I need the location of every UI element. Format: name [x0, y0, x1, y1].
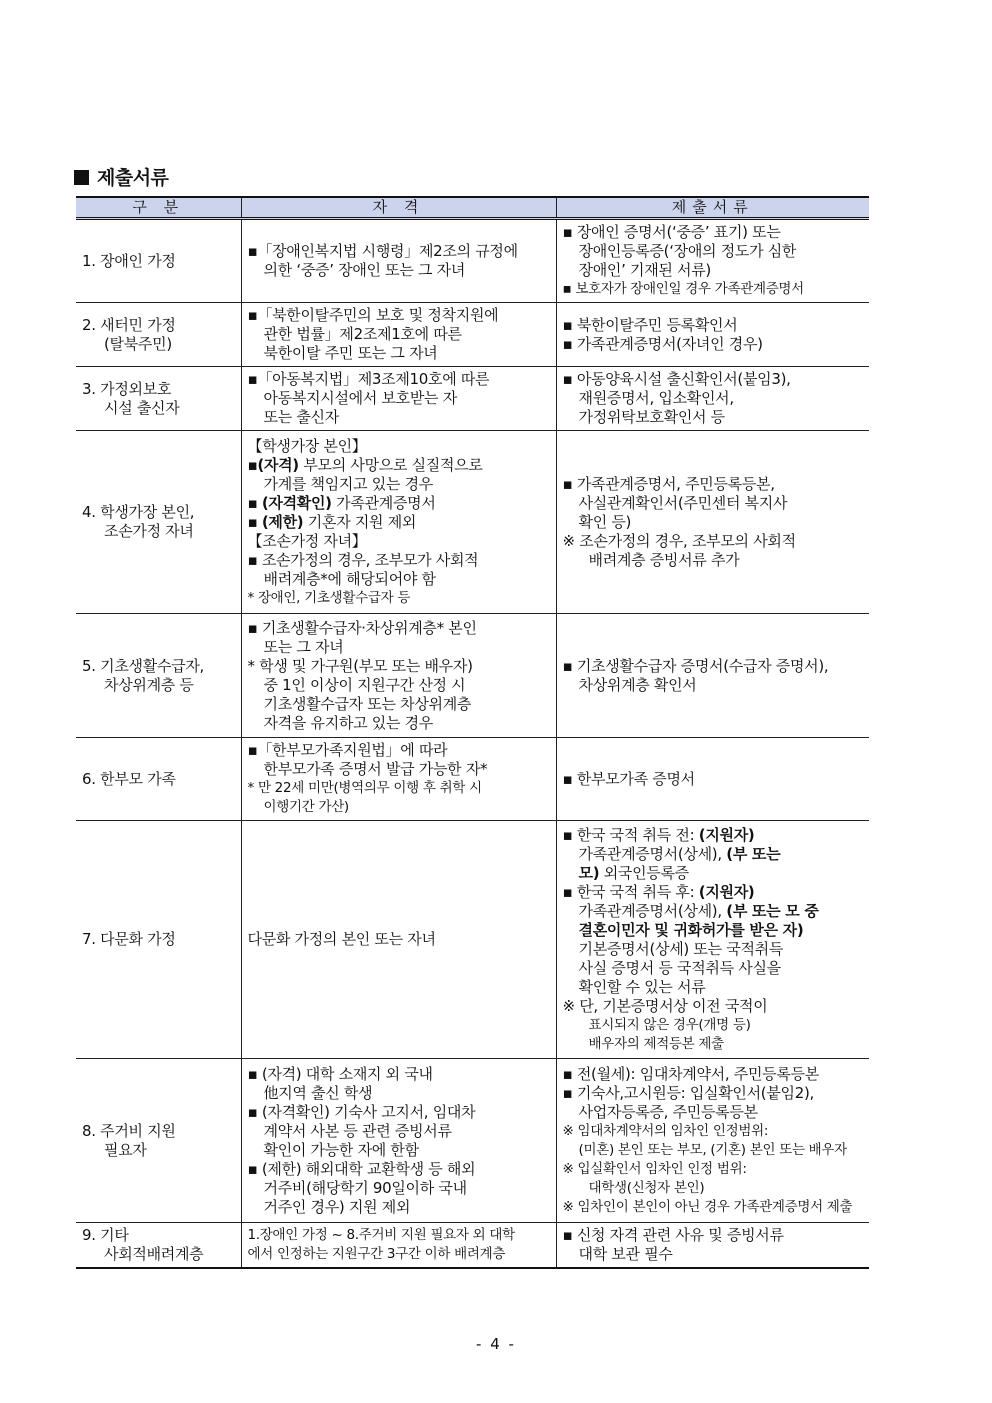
row-category: 4. 학생가장 본인, 조손가정 자녀	[76, 431, 241, 614]
row-category: 7. 다문화 가정	[76, 821, 241, 1059]
section-title-text: 제출서류	[97, 167, 169, 189]
square-bullet-icon	[74, 170, 89, 185]
row-qualification: 【학생가장 본인】 ▪(자격) 부모의 사망으로 실질적으로 가계를 책임지고 있는 경우 ▪ (자격확인) 가족관계증명서 ▪ (제한) 기혼자 지원 제외 【조손가정 자녀】 ▪ 조손가정의 경우, 조부모가 사회적 배려계층*에 해당되어야 함 * 장애인, 기초생활수급자 등	[241, 431, 556, 614]
table-row	[76, 219, 869, 303]
row-documents: ▪ 한국 국적 취득 전: (지원자) 가족관계증명서(상세), (부 또는 모) 외국인등록증 ▪ 한국 국적 취득 후: (지원자) 가족관계증명서(상세), (부 또는 모 중 결혼이민자 및 귀화허가를 받은 자) 기본증명서(상세) 또는 국적취득 사실 증명서 등 국적취득 사실을 확인할 수 있는 서류 ※ 단, 기본증명서상 이전 국적이 표시되지 않은 경우(개명 등) 배우자의 제적등본 제출	[556, 821, 869, 1059]
row-category: 3. 가정외보호 시설 출신자	[76, 367, 241, 431]
row-documents: ▪ 아동양육시설 출신확인서(붙임3), 재원증명서, 입소확인서, 가정위탁보호확인서 등	[556, 367, 869, 431]
row-qualification: 1.장애인 가정 ~ 8.주거비 지원 필요자 외 대학 에서 인정하는 지원구간 3구간 이하 배려계층	[241, 1223, 556, 1269]
header-category: 구 분	[76, 197, 241, 219]
documents-table	[76, 196, 869, 1269]
row-documents: ▪ 북한이탈주민 등록확인서 ▪ 가족관계증명서(자녀인 경우)	[556, 303, 869, 367]
page-number: - 4 -	[476, 1335, 516, 1353]
row-category: 2. 새터민 가정 (탈북주민)	[76, 303, 241, 367]
row-documents: ▪ 전(월세): 임대차계약서, 주민등록등본 ▪ 기숙사,고시원등: 입실확인서(붙임2), 사업자등록증, 주민등록등본 ※ 임대차계약서의 임차인 인정범위: (미혼) 본인 또는 부모, (기혼) 본인 또는 배우자 ※ 입실확인서 임차인 인정 범위: 대학생(신청자 본인) ※ 임차인이 본인이 아닌 경우 가족관계증명서 제출	[556, 1059, 869, 1223]
row-category: 8. 주거비 지원 필요자	[76, 1059, 241, 1223]
row-documents: ▪ 신청 자격 관련 사유 및 증빙서류 대학 보관 필수	[556, 1223, 869, 1269]
row-qualification: ▪ 기초생활수급자·차상위계층* 본인 또는 그 자녀 * 학생 및 가구원(부모 또는 배우자) 중 1인 이상이 지원구간 산정 시 기초생활수급자 또는 차상위계층 자격을 유지하고 있는 경우	[241, 614, 556, 738]
table-row	[76, 614, 869, 738]
table-row	[76, 738, 869, 821]
table-header-row	[76, 197, 869, 219]
row-qualification: ▪「북한이탈주민의 보호 및 정착지원에 관한 법률」제2조제1호에 따른 북한이탈 주민 또는 그 자녀	[241, 303, 556, 367]
row-documents: ▪ 기초생활수급자 증명서(수급자 증명서), 차상위계층 확인서	[556, 614, 869, 738]
table-row	[76, 431, 869, 614]
row-documents: ▪ 한부모가족 증명서	[556, 738, 869, 821]
header-qualification: 자 격	[241, 197, 556, 219]
table-row	[76, 1059, 869, 1223]
table-row	[76, 303, 869, 367]
section-title	[74, 163, 168, 190]
row-category: 6. 한부모 가족	[76, 738, 241, 821]
row-qualification: ▪「아동복지법」제3조제10호에 따른 아동복지시설에서 보호받는 자 또는 출신자	[241, 367, 556, 431]
table-row	[76, 821, 869, 1059]
row-category: 9. 기타 사회적배려계층	[76, 1223, 241, 1269]
row-qualification: ▪ (자격) 대학 소재지 외 국내 他지역 출신 학생 ▪ (자격확인) 기숙사 고지서, 임대차 계약서 사본 등 관련 증빙서류 확인이 가능한 자에 한함 ▪ (제한) 해외대학 교환학생 등 해외 거주비(해당학기 90일이하 국내 거주인 경우) 지원 제외	[241, 1059, 556, 1223]
row-documents: ▪ 장애인 증명서(‘중증’ 표기) 또는 장애인등록증(‘장애의 정도가 심한 장애인’ 기재된 서류) ▪ 보호자가 장애인일 경우 가족관계증명서	[556, 219, 869, 303]
row-qualification: ▪「장애인복지법 시행령」제2조의 규정에 의한 ‘중증’ 장애인 또는 그 자녀	[241, 219, 556, 303]
header-documents: 제출서류	[556, 197, 869, 219]
row-category: 1. 장애인 가정	[76, 219, 241, 303]
row-qualification: ▪「한부모가족지원법」에 따라 한부모가족 증명서 발급 가능한 자* * 만 22세 미만(병역의무 이행 후 취학 시 이행기간 가산)	[241, 738, 556, 821]
table-row	[76, 1223, 869, 1269]
row-category: 5. 기초생활수급자, 차상위계층 등	[76, 614, 241, 738]
row-qualification: 다문화 가정의 본인 또는 자녀	[241, 821, 556, 1059]
table-row	[76, 367, 869, 431]
row-documents: ▪ 가족관계증명서, 주민등록등본, 사실관계확인서(주민센터 복지사 확인 등) ※ 조손가정의 경우, 조부모의 사회적 배려계층 증빙서류 추가	[556, 431, 869, 614]
